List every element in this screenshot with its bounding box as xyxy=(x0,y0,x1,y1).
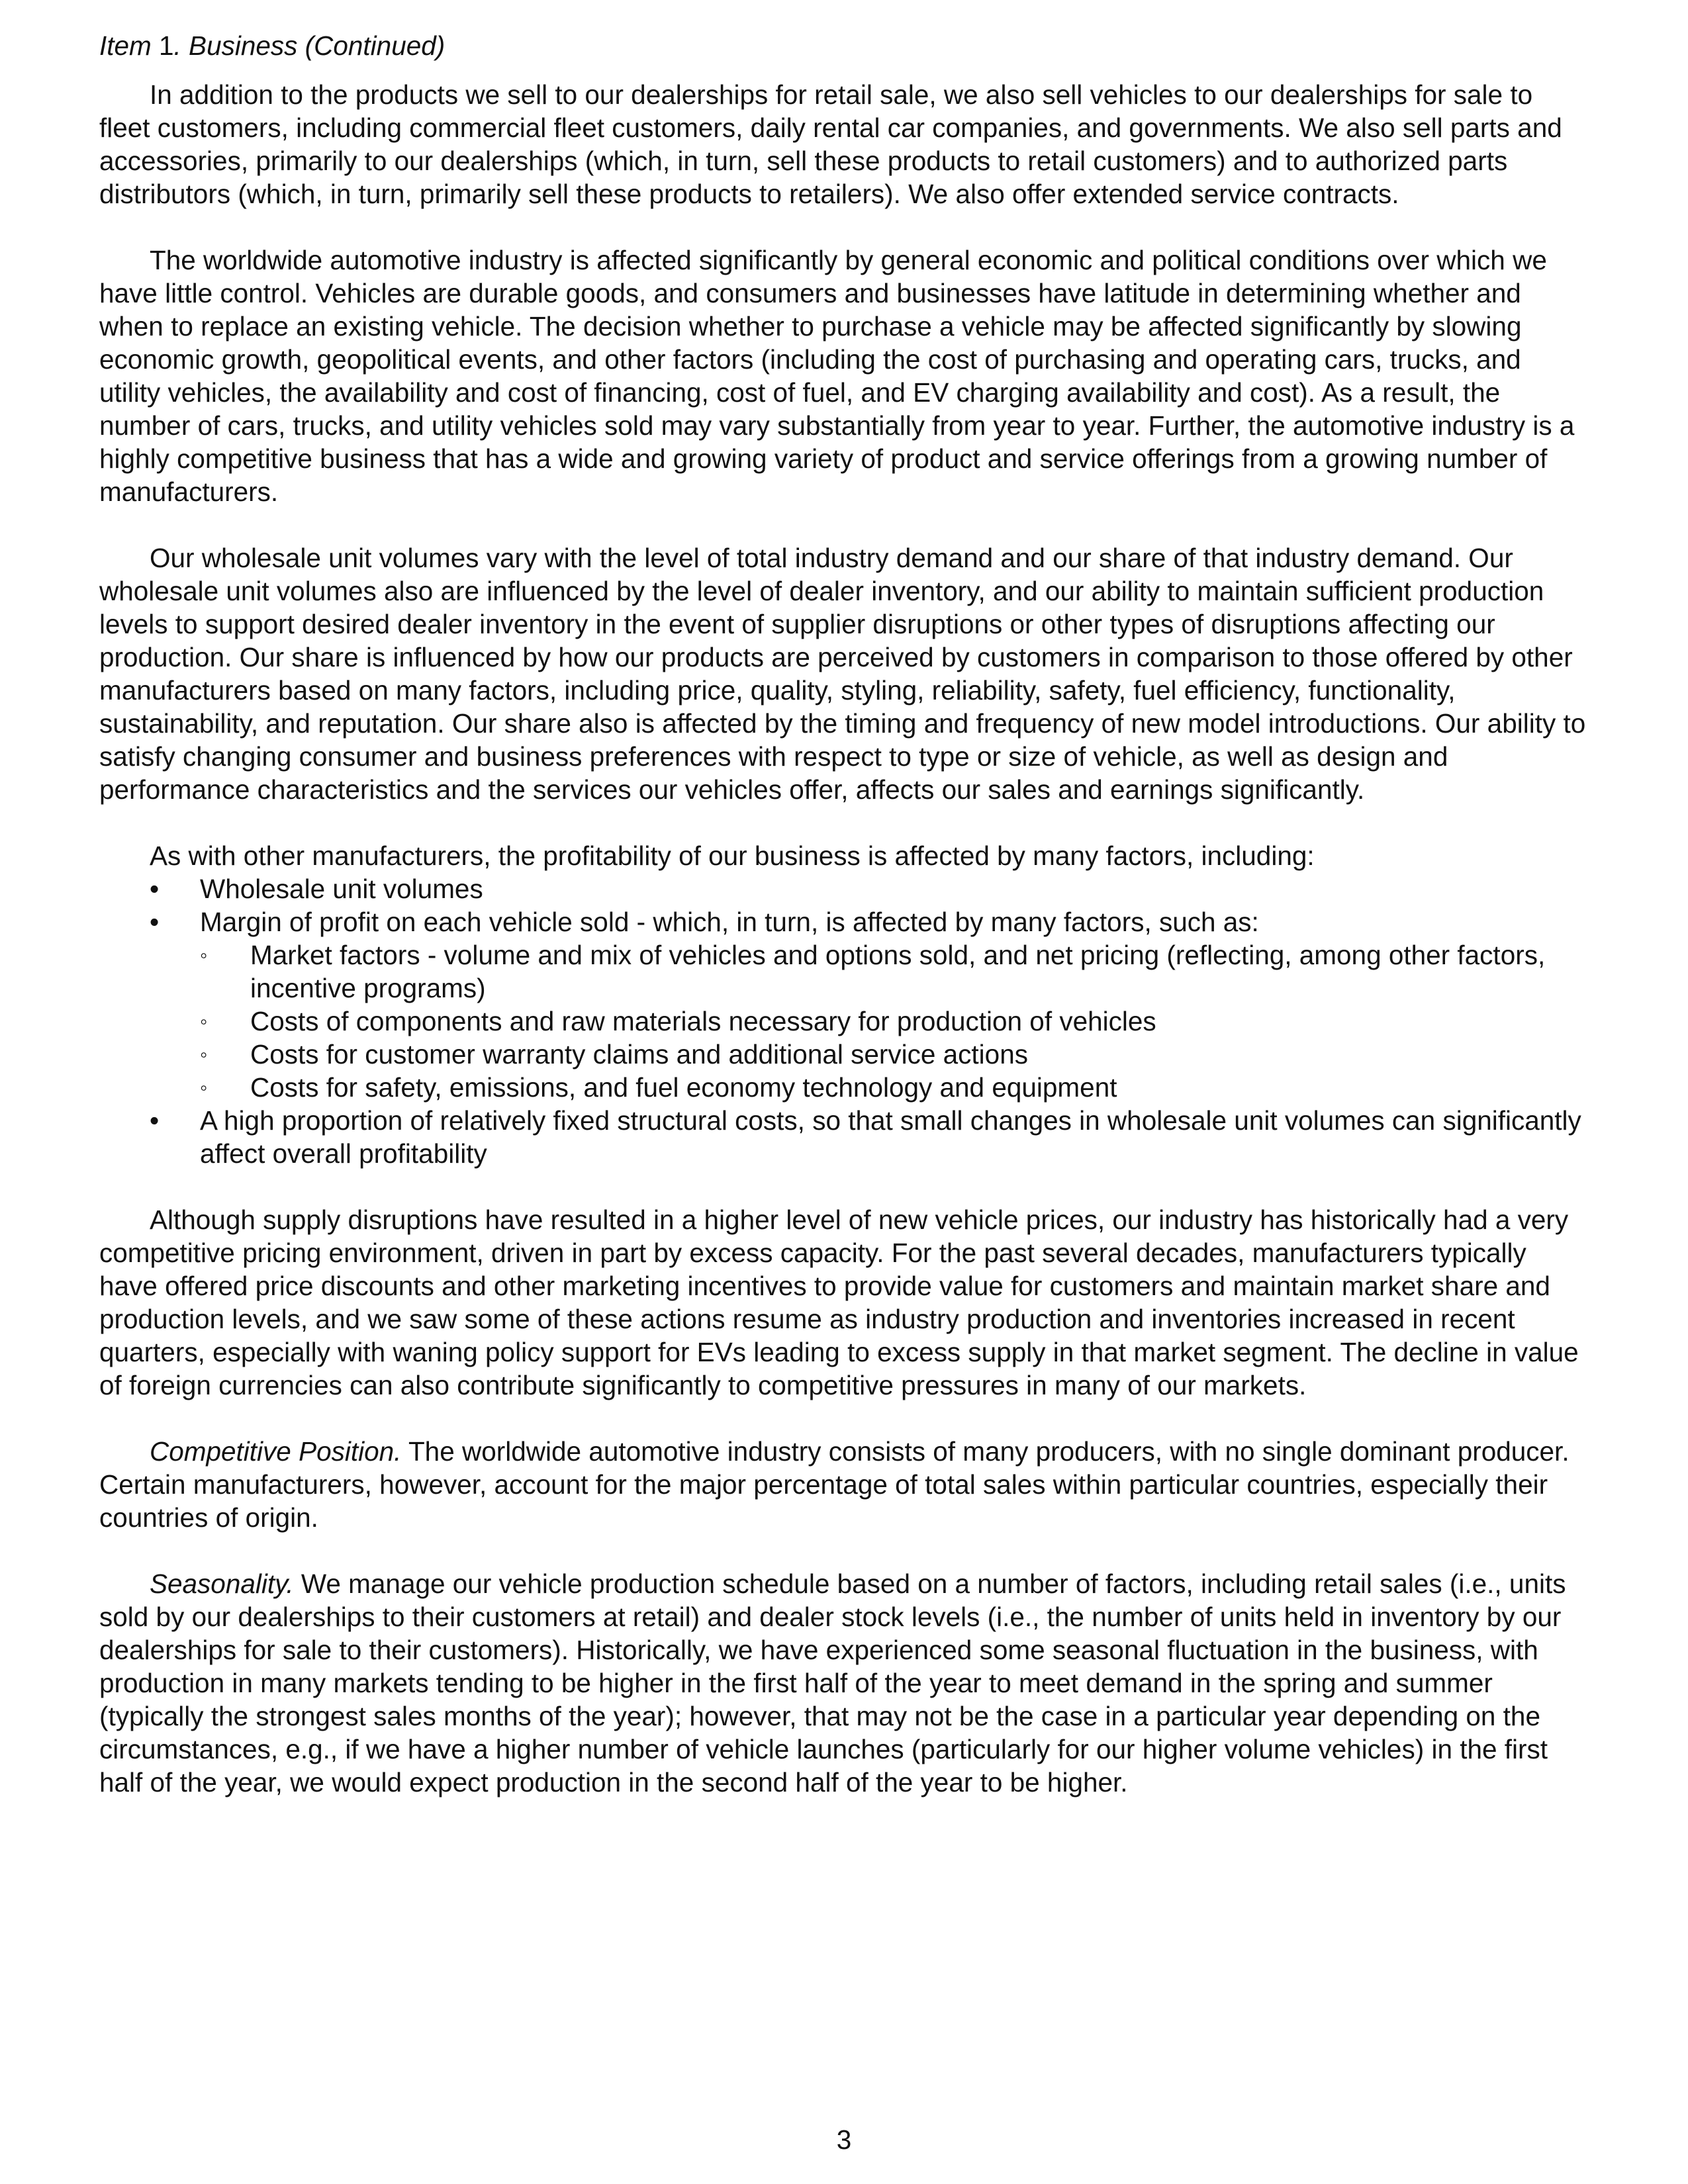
document-page xyxy=(99,29,1589,1799)
paragraph-competitive-position xyxy=(99,1435,1589,1534)
paragraph-pricing-environment: Although supply disruptions have resulted in a higher level of new vehicle prices, our industry has historically had a very competitive pricing environment, driven in part by excess capacity. For the past several decades, manufacturers typically have offered price discounts and other marketing incentives to provide value for customers and maintain market share and production levels, and we saw some of these actions resume as industry production and inventories increased in recent quarters, especially with waning policy support for EVs leading to excess supply in that market segment. The decline in value of foreign currencies can also contribute significantly to competitive pressures in many of our markets. xyxy=(99,1205,1579,1400)
list-item xyxy=(99,905,1589,1104)
list-item-text: Wholesale unit volumes xyxy=(200,874,483,904)
list-item xyxy=(99,1104,1589,1170)
hollow-bullet-icon: ◦ xyxy=(200,1042,208,1066)
spacer xyxy=(99,1534,1589,1567)
hollow-bullet-icon: ◦ xyxy=(200,1009,208,1033)
paragraph-products: In addition to the products we sell to our dealerships for retail sale, we also sell vehicles to our dealerships for sale to fleet customers, including commercial fleet customers, daily rental car companies, and governments. We also sell parts and accessories, primarily to our dealerships (which, in turn, sell these products to retail customers) and to authorized parts distributors (which, in turn, primarily sell these products to retailers). We also offer extended service contracts. xyxy=(99,79,1562,209)
sub-list-item-text: Market factors - volume and mix of vehicles and options sold, and net pricing (reflecting, among other factors, incentive programs) xyxy=(250,940,1546,1003)
spacer xyxy=(99,1170,1589,1203)
sub-list-item-text: Costs for customer warranty claims and additional service actions xyxy=(250,1039,1028,1069)
paragraph-seasonality xyxy=(99,1567,1589,1799)
bullet-icon: • xyxy=(150,874,160,904)
profitability-factors-list xyxy=(99,872,1589,1170)
hollow-bullet-icon: ◦ xyxy=(200,1075,208,1099)
heading-item-label: Item xyxy=(99,30,152,61)
heading-item-number: 1 xyxy=(151,30,174,61)
spacer xyxy=(99,508,1589,541)
spacer xyxy=(99,1402,1589,1435)
list-item-text: Margin of profit on each vehicle sold - which, in turn, is affected by many factors, such as: xyxy=(200,907,1259,937)
list-item-text: A high proportion of relatively fixed structural costs, so that small changes in wholesale unit volumes can significantly affect overall profitability xyxy=(200,1105,1581,1169)
sub-list-item xyxy=(200,938,1589,1005)
sub-list-item xyxy=(200,1005,1589,1038)
heading-title: . Business (Continued) xyxy=(173,30,445,61)
sub-list-item-text: Costs for safety, emissions, and fuel economy technology and equipment xyxy=(250,1072,1117,1103)
paragraph-industry-conditions: The worldwide automotive industry is affected significantly by general economic and political conditions over which we have little control. Vehicles are durable goods, and consumers and businesses have latitude in determining whether and when to replace an existing vehicle. The decision whether to purchase a vehicle may be affected significantly by slowing economic growth, geopolitical events, and other factors (including the cost of purchasing and operating cars, trucks, and utility vehicles, the availability and cost of financing, cost of fuel, and EV charging availability and cost). As a result, the number of cars, trucks, and utility vehicles sold may vary substantially from year to year. Further, the automotive industry is a highly competitive business that has a wide and growing variety of product and service offerings from a growing number of manufacturers. xyxy=(99,245,1575,507)
bullet-icon: • xyxy=(150,1105,160,1136)
sub-list-item-text: Costs of components and raw materials necessary for production of vehicles xyxy=(250,1006,1156,1036)
margin-factors-sublist xyxy=(200,938,1589,1104)
hollow-bullet-icon: ◦ xyxy=(200,943,208,967)
bullet-icon: • xyxy=(150,907,160,937)
paragraph-wholesale-volumes: Our wholesale unit volumes vary with the level of total industry demand and our share of that industry demand. Our wholesale unit volumes also are influenced by the level of dealer inventory, and our ability to maintain sufficient production levels to support desired dealer inventory in the event of supplier disruptions or other types of disruptions affecting our production. Our share is influenced by how our products are perceived by customers in comparison to those offered by other manufacturers based on many factors, including price, quality, styling, reliability, safety, fuel efficiency, functionality, sustainability, and reputation. Our share also is affected by the timing and frequency of new model introductions. Our ability to satisfy changing consumer and business preferences with respect to type or size of vehicle, as well as design and performance characteristics and the services our vehicles offer, affects our sales and earnings significantly. xyxy=(99,543,1586,805)
paragraph-profitability-lead: As with other manufacturers, the profitability of our business is affected by many factors, including: xyxy=(150,841,1315,871)
spacer xyxy=(99,210,1589,244)
competitive-position-label: Competitive Position. xyxy=(150,1436,402,1467)
competitive-position-body: The worldwide automotive industry consists of many producers, with no single dominant producer. Certain manufacturers, however, account for the major percentage of total sales within particular countries, especially their countries of origin. xyxy=(99,1436,1570,1533)
sub-list-item xyxy=(200,1038,1589,1071)
seasonality-label: Seasonality. xyxy=(150,1569,294,1599)
sub-list-item xyxy=(200,1071,1589,1104)
list-item xyxy=(99,872,1589,905)
spacer xyxy=(99,806,1589,839)
section-heading xyxy=(99,29,1589,62)
seasonality-body: We manage our vehicle production schedule based on a number of factors, including retail sales (i.e., units sold by our dealerships to their customers at retail) and dealer stock levels (i.e., the number of units held in inventory by our dealerships for sale to their customers). Historically, we have experienced some seasonal fluctuation in the business, with production in many markets tending to be higher in the first half of the year to meet demand in the spring and summer (typically the strongest sales months of the year); however, that may not be the case in a particular year depending on the circumstances, e.g., if we have a higher number of vehicle launches (particularly for our higher volume vehicles) in the first half of the year, we would expect production in the second half of the year to be higher. xyxy=(99,1569,1566,1797)
page-number: 3 xyxy=(836,2124,852,2155)
spacer xyxy=(99,62,1589,78)
